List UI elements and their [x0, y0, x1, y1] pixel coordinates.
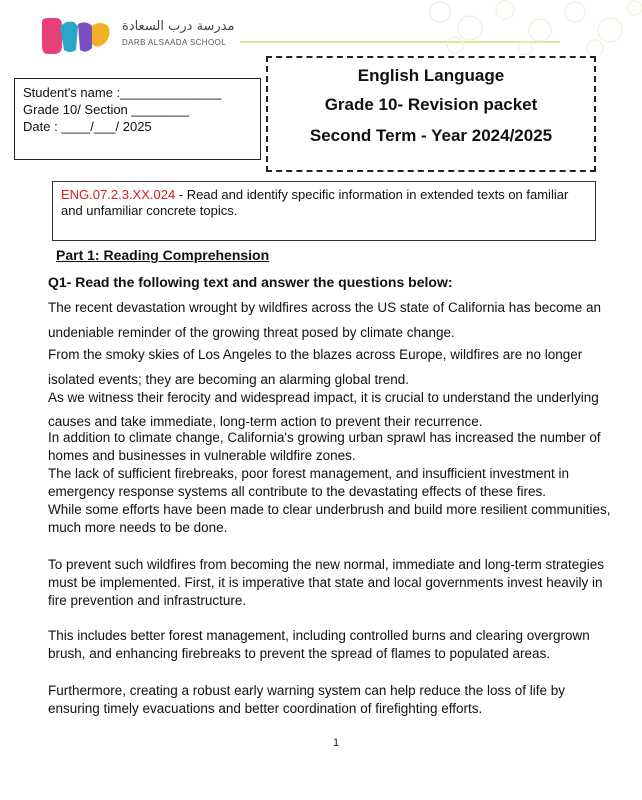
school-name-arabic: مدرسة درب السعادة — [122, 19, 235, 34]
subject-title: English Language — [357, 66, 505, 85]
school-name-english: DARB ALSAADA SCHOOL — [122, 38, 227, 47]
packet-title: Grade 10- Revision packet — [324, 95, 538, 114]
student-name-field[interactable]: Student's name :______________ — [23, 85, 222, 100]
date-field[interactable]: Date : ____/___/ 2025 — [23, 119, 152, 134]
question-title: Q1- Read the following text and answer the questions below: — [48, 274, 453, 290]
objective-code: ENG.07.2.3.XX.024 — [61, 187, 176, 202]
page-number: 1 — [333, 737, 340, 749]
grade-section-field[interactable]: Grade 10/ Section ________ — [23, 102, 190, 117]
colorful-blocks-logo-icon — [40, 16, 112, 56]
paragraph: Furthermore, creating a robust early warning system can help reduce the loss of life by ensuring timely evacuations and better coordination of firefighting efforts. — [48, 683, 565, 716]
learning-objective-box — [52, 181, 596, 241]
paragraph: This includes better forest management, including controlled burns and clearing overgrown brush, and enhancing firebreaks to prevent the spread of flames to populated areas. — [48, 628, 590, 661]
paragraph: In addition to climate change, California's growing urban sprawl has increased the number of homes and businesses in vulnerable wildfire zones. — [48, 430, 601, 463]
title-box — [266, 56, 596, 172]
student-info-box — [14, 78, 261, 160]
paragraph: To prevent such wildfires from becoming the new normal, immediate and long-term strategies must be implemented. First, it is imperative that state and local governments invest heavily in fire prevention and infrastructure. — [48, 557, 604, 608]
paragraph: From the smoky skies of Los Angeles to the blazes across Europe, wildfires are no longer isolated events; they are becoming an alarming global trend. — [48, 347, 583, 387]
paragraph: The lack of sufficient firebreaks, poor forest management, and insufficient investment in emergency response systems all contribute to the devastating effects of these fires. — [48, 466, 570, 499]
term-title: Second Term - Year 2024/2025 — [309, 126, 553, 145]
decorative-pattern-icon — [410, 0, 642, 55]
objective-text: - Read and identify specific information in extended texts on familiar and unfamiliar concrete topics. — [61, 187, 569, 218]
paragraph: The recent devastation wrought by wildfires across the US state of California has become an undeniable reminder of the growing threat posed by climate change. — [48, 300, 602, 340]
paragraph: While some efforts have been made to clear underbrush and build more resilient communities, much more needs to be done. — [48, 502, 611, 535]
paragraph: As we witness their ferocity and widespread impact, it is crucial to understand the underlying causes and take immediate, long-term action to prevent their recurrence. — [48, 390, 599, 429]
part-title: Part 1: Reading Comprehension — [56, 247, 270, 263]
